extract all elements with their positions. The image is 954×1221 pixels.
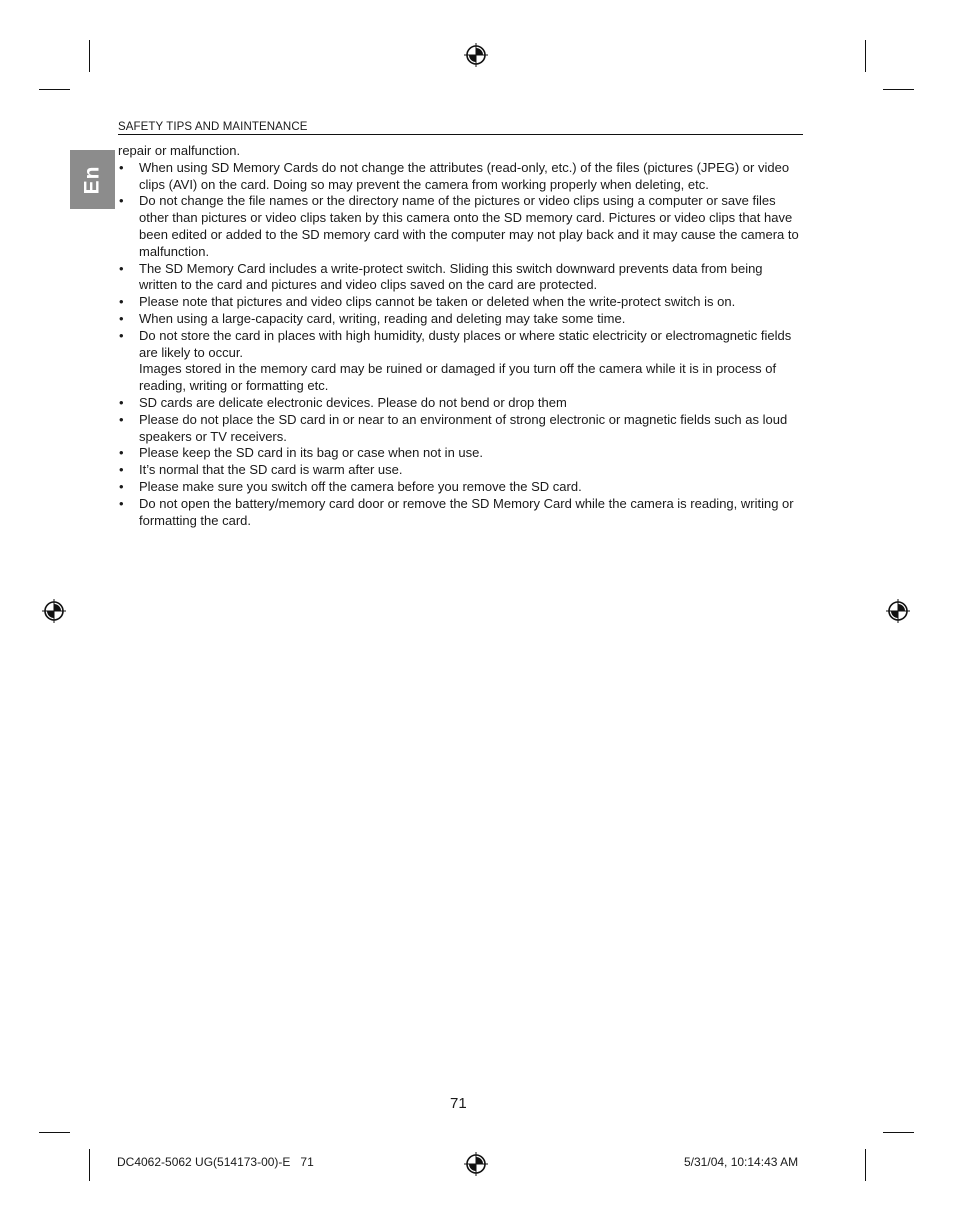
list-item: • Please do not place the SD card in or near to an environment of strong electronic or magnetic fields such as loud speakers or TV receivers. <box>118 412 803 446</box>
crop-mark-top-right-horizontal <box>883 89 914 90</box>
crop-mark-bottom-left-horizontal <box>39 1132 70 1133</box>
list-item-continuation: Images stored in the memory card may be ruined or damaged if you turn off the camera while it is in process of reading, writing or formatting etc. <box>139 361 777 394</box>
registration-mark-top-icon <box>464 43 488 67</box>
list-item: • SD cards are delicate electronic devices. Please do not bend or drop them <box>118 395 803 412</box>
crop-mark-top-left-horizontal <box>39 89 70 90</box>
list-item: • Do not open the battery/memory card door or remove the SD Memory Card while the camera is reading, writing or formatting the card. <box>118 496 803 530</box>
language-label: En <box>80 165 104 194</box>
crop-mark-bottom-left-vertical <box>89 1149 90 1181</box>
crop-mark-bottom-right-vertical <box>865 1149 866 1181</box>
section-title: SAFETY TIPS AND MAINTENANCE <box>118 121 308 133</box>
registration-mark-right-icon <box>886 599 910 623</box>
list-item: • It’s normal that the SD card is warm after use. <box>118 462 803 479</box>
list-item: • Please make sure you switch off the camera before you remove the SD card. <box>118 479 803 496</box>
page-number: 71 <box>450 1095 467 1112</box>
list-item: • Do not change the file names or the directory name of the pictures or video clips using a computer or save files other than pictures or video clips taken by this camera onto the SD memory card. Pictures or video clips that have been edited or added to the SD memory card with the computer may not play back and it may cause the camera to malfunction. <box>118 193 803 260</box>
section-header <box>118 121 803 135</box>
list-item: • Please note that pictures and video clips cannot be taken or deleted when the write-protect switch is on. <box>118 294 803 311</box>
crop-mark-bottom-right-horizontal <box>883 1132 914 1133</box>
registration-mark-left-icon <box>42 599 66 623</box>
registration-mark-bottom-icon <box>464 1152 488 1176</box>
list-item: • The SD Memory Card includes a write-protect switch. Sliding this switch downward prevents data from being written to the card and pictures and video clips saved on the card are protected. <box>118 261 803 295</box>
language-tab <box>70 150 115 209</box>
intro-text: repair or malfunction. <box>118 143 241 158</box>
footer-timestamp: 5/31/04, 10:14:43 AM <box>684 1155 799 1169</box>
list-item: • Please keep the SD card in its bag or case when not in use. <box>118 445 803 462</box>
crop-mark-top-right-vertical <box>865 40 866 72</box>
list-item: • When using SD Memory Cards do not change the attributes (read-only, etc.) of the files (pictures (JPEG) or video clips (AVI) on the card. Doing so may prevent the camera from working properly when deleting, etc. <box>118 160 803 194</box>
list-item: • Do not store the card in places with high humidity, dusty places or where static electricity or electromagnetic fields are likely to occur. Images stored in the memory card may be ruined or damaged if you turn off the camera while it is in process of reading, writing or formatting etc. <box>118 328 803 395</box>
page-content <box>118 143 803 529</box>
safety-tips-list <box>118 160 803 530</box>
list-item: • When using a large-capacity card, writing, reading and deleting may take some time. <box>118 311 803 328</box>
crop-mark-top-left-vertical <box>89 40 90 72</box>
footer-file-info: DC4062-5062 UG(514173-00)-E 71 <box>117 1155 314 1169</box>
